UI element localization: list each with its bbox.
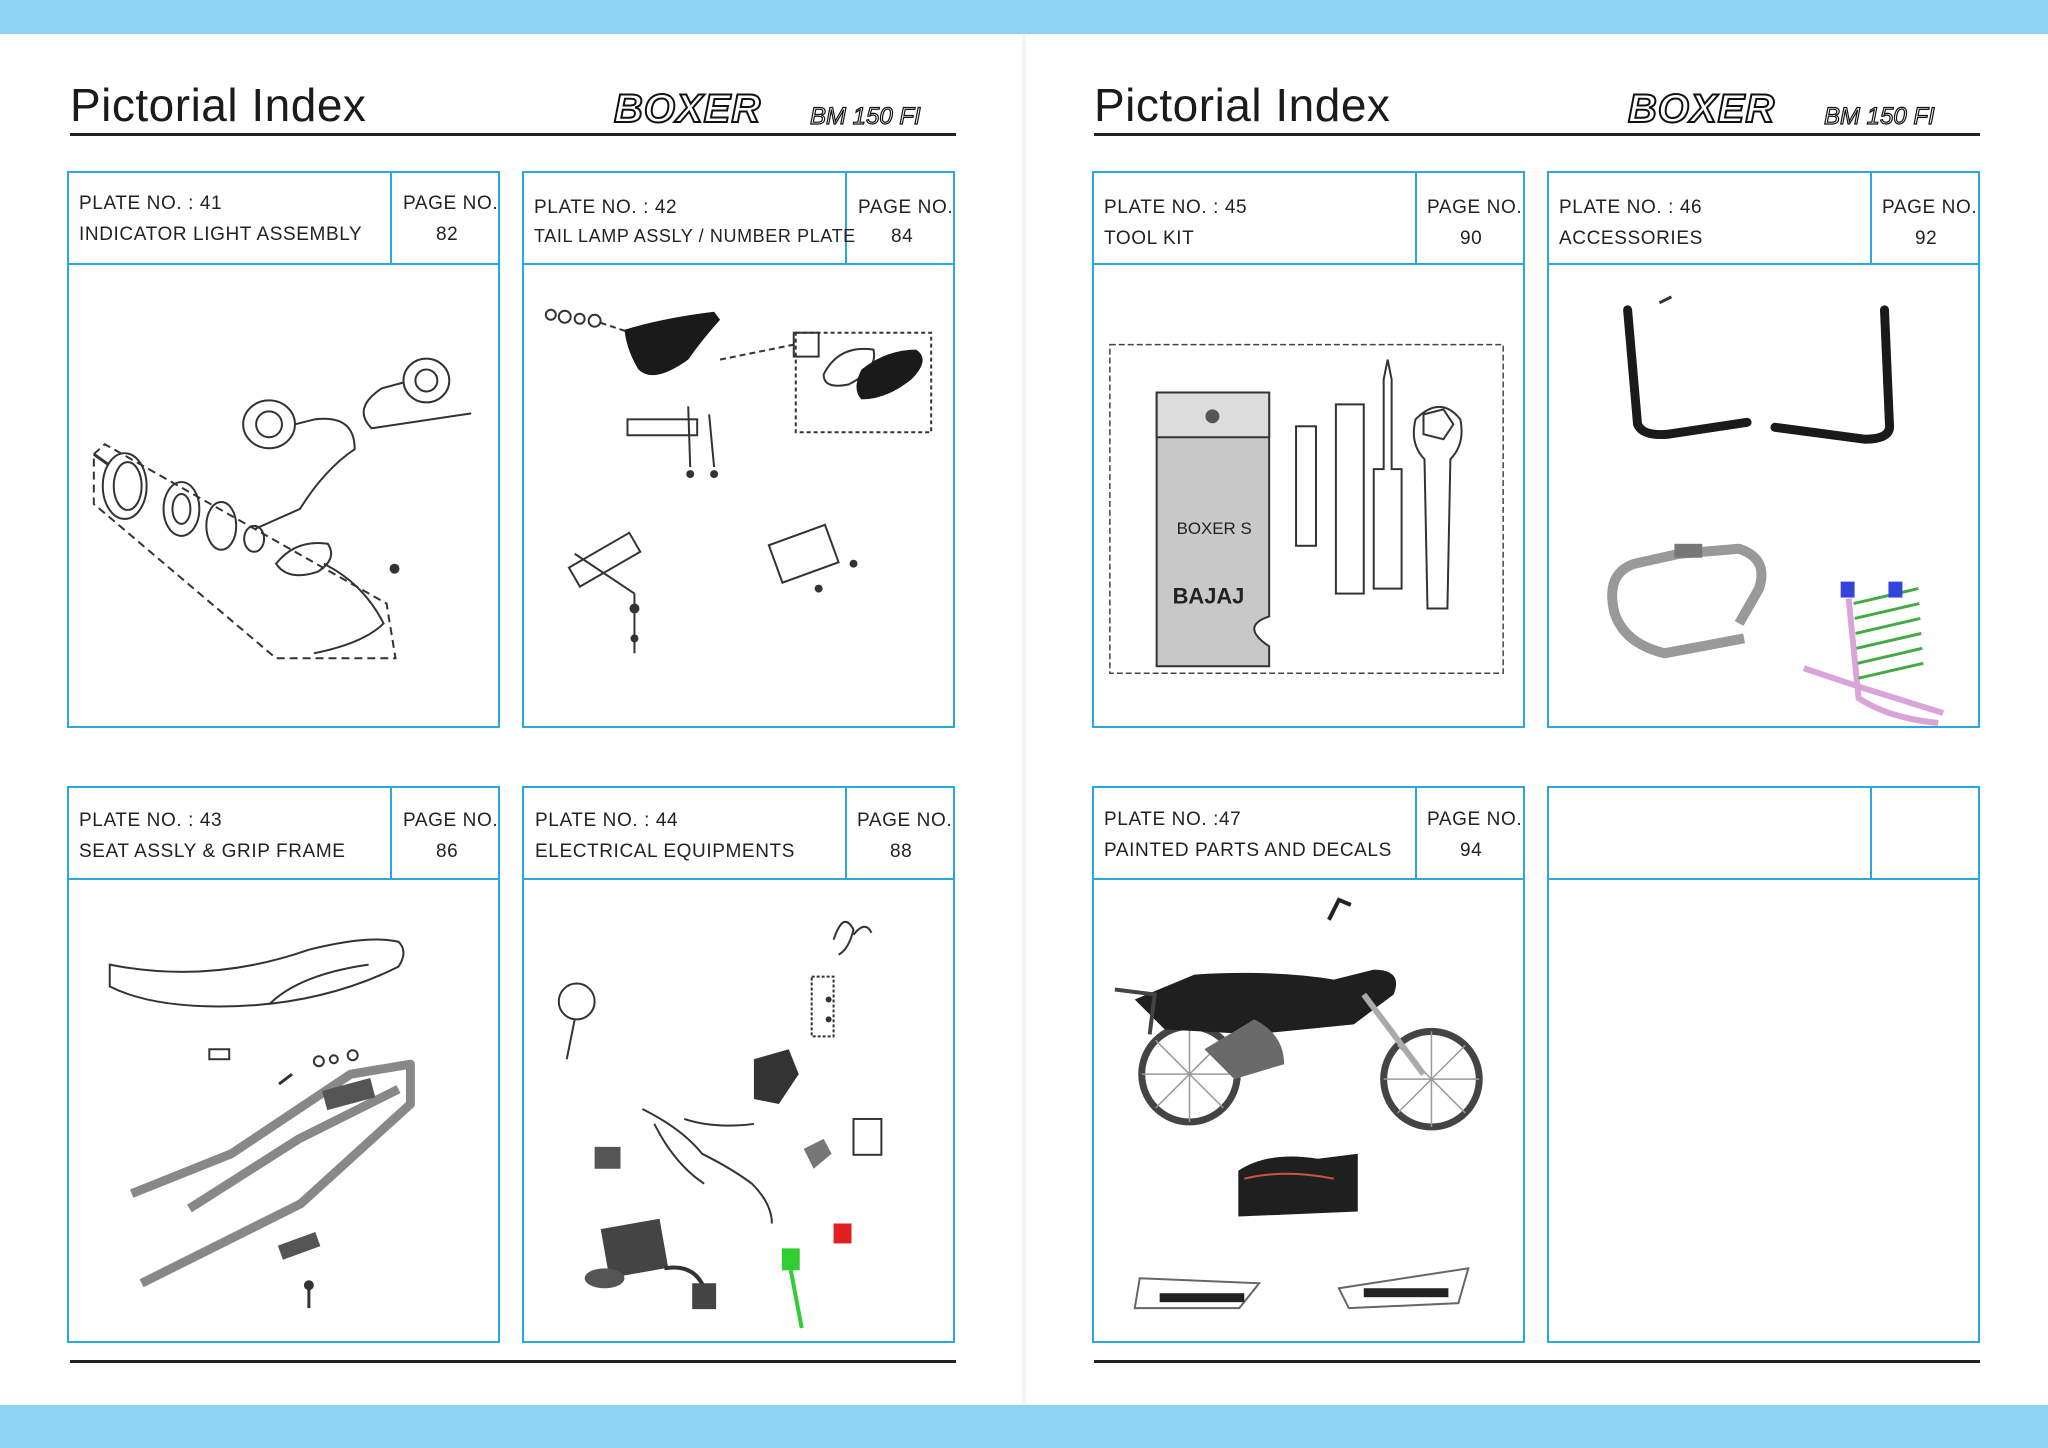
painted-parts-decals-photo	[1094, 880, 1523, 1341]
tail-lamp-number-plate-diagram	[524, 265, 953, 726]
plate-header	[1549, 173, 1978, 265]
bottom-band	[0, 1405, 2048, 1448]
page-no-value: 92	[1915, 228, 1938, 249]
plate-header	[69, 788, 498, 880]
page-no-value: 88	[890, 841, 913, 862]
plate-header	[1094, 173, 1523, 265]
page-no-label: PAGE NO.	[403, 193, 499, 214]
plate-title: ACCESSORIES	[1559, 228, 1703, 249]
plate-42[interactable]	[522, 171, 955, 728]
page-no-value: 82	[436, 224, 459, 245]
page-no-label: PAGE NO.	[857, 810, 953, 831]
bag-label: BOXER S	[1176, 518, 1252, 538]
plate-header	[69, 173, 498, 265]
svg-text:BM 150 FI: BM 150 FI	[1824, 103, 1935, 130]
plate-number: PLATE NO. :47	[1104, 809, 1242, 830]
tool-kit-diagram	[1094, 265, 1523, 726]
plate-title: TOOL KIT	[1104, 228, 1195, 249]
plate-number: PLATE NO. : 43	[79, 810, 223, 831]
page-no-value: 94	[1460, 840, 1483, 861]
header-rule	[70, 133, 956, 136]
page-no-label: PAGE NO.	[858, 197, 954, 218]
page-title: Pictorial Index	[70, 79, 367, 131]
plate-number: PLATE NO. : 45	[1104, 197, 1248, 218]
plate-number: PLATE NO. : 46	[1559, 197, 1703, 218]
plate-number: PLATE NO. : 41	[79, 193, 223, 214]
top-band	[0, 0, 2048, 34]
empty-plate-body	[1549, 880, 1978, 1341]
page-no-label: PAGE NO.	[1427, 809, 1523, 830]
plate-44[interactable]	[522, 786, 955, 1343]
boxer-logo	[1624, 82, 1964, 132]
plate-header	[1549, 788, 1978, 880]
plate-title: TAIL LAMP ASSLY / NUMBER PLATE	[534, 226, 856, 246]
boxer-logo	[610, 82, 950, 132]
left-page	[0, 34, 1024, 1405]
plate-title: ELECTRICAL EQUIPMENTS	[535, 841, 795, 862]
accessories-diagram	[1549, 265, 1978, 726]
plate-number: PLATE NO. : 42	[534, 197, 678, 218]
plate-43[interactable]	[67, 786, 500, 1343]
right-page	[1024, 34, 2048, 1405]
footer-rule	[1094, 1360, 1980, 1363]
page-no-value: 90	[1460, 228, 1483, 249]
page-no-value: 84	[891, 226, 914, 247]
plate-header	[1094, 788, 1523, 880]
plate-45[interactable]	[1092, 171, 1525, 728]
plate-title: PAINTED PARTS AND DECALS	[1104, 840, 1392, 861]
page-title: Pictorial Index	[1094, 79, 1391, 131]
svg-text:BOXER: BOXER	[614, 87, 762, 131]
page-no-value: 86	[436, 841, 459, 862]
svg-text:BM 150 FI: BM 150 FI	[810, 103, 921, 130]
plate-number: PLATE NO. : 44	[535, 810, 679, 831]
indicator-light-assembly-diagram	[69, 265, 498, 726]
plate-41[interactable]	[67, 171, 500, 728]
svg-text:BOXER: BOXER	[1628, 87, 1776, 131]
page-no-label: PAGE NO.	[403, 810, 499, 831]
electrical-equipments-diagram	[524, 880, 953, 1341]
seat-grip-frame-diagram	[69, 880, 498, 1341]
plate-46[interactable]	[1547, 171, 1980, 728]
plate-header	[524, 173, 953, 265]
plate-title: SEAT ASSLY & GRIP FRAME	[79, 841, 346, 862]
plate-47[interactable]	[1092, 786, 1525, 1343]
page-no-label: PAGE NO.	[1882, 197, 1978, 218]
page-no-label: PAGE NO.	[1427, 197, 1523, 218]
plate-empty	[1547, 786, 1980, 1343]
plate-title: INDICATOR LIGHT ASSEMBLY	[79, 224, 363, 245]
footer-rule	[70, 1360, 956, 1363]
plate-header	[524, 788, 953, 880]
header-rule	[1094, 133, 1980, 136]
bag-brand: BAJAJ	[1172, 583, 1245, 609]
